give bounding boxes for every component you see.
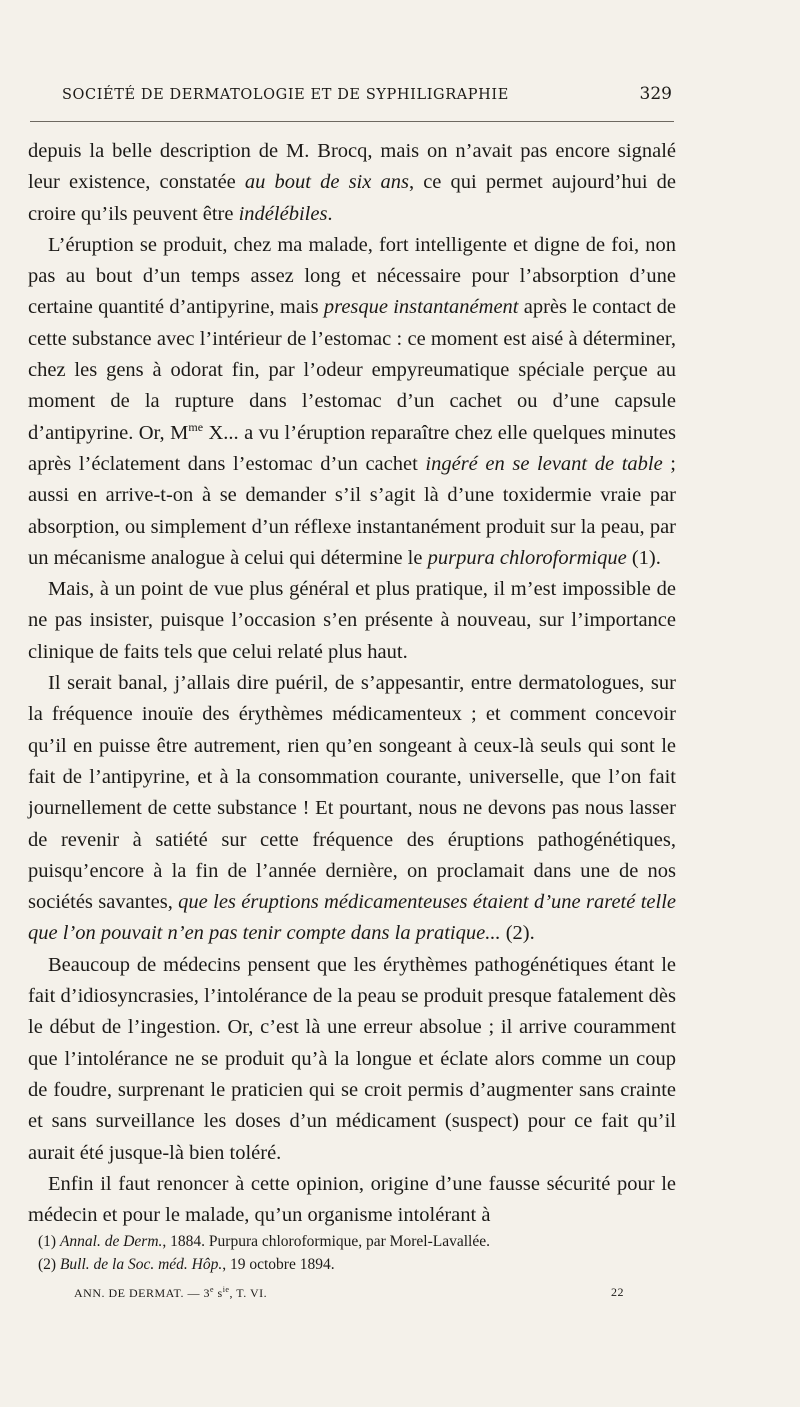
text-run: (2) bbox=[38, 1256, 60, 1273]
italic-text: indélébiles bbox=[238, 202, 328, 225]
italic-text: ingéré en se levant de table bbox=[425, 452, 663, 475]
signature-prefix: ANN. DE DERMAT. — 3 bbox=[74, 1286, 210, 1300]
paragraph bbox=[28, 950, 676, 1169]
footnotes bbox=[38, 1230, 674, 1276]
signature-line bbox=[74, 1285, 267, 1301]
running-header bbox=[62, 84, 672, 104]
text-run: , ce qui permet aujourd’hui de croire qu’ils peuvent être bbox=[28, 171, 676, 225]
signature-mid: s bbox=[214, 1286, 223, 1300]
text-run: après le contact de cette substance avec l’intérieur de l’estomac : ce moment est aisé à déterminer, chez les gens à odorat fin, par l’odeur empyreumatique spéciale perçue au moment de la rupture dans l’estomac d’un cachet ou d’une capsule d’antipyrine. Or, M bbox=[28, 296, 676, 444]
text-run: (1). bbox=[626, 546, 661, 569]
italic-text: Annal. de Derm. bbox=[59, 1233, 163, 1250]
text-run: depuis la belle description de M. Brocq, mais on n’avait pas encore signalé leur existence, constatée bbox=[28, 140, 676, 194]
text-run: ; aussi en arrive-t-on à se demander s’il s’agit là d’une toxidermie vraie par absorption, ou simplement d’un réflexe instantanément produit sur la peau, par un mécanisme analogue à celui qui détermine le bbox=[28, 452, 676, 569]
paragraph bbox=[28, 136, 676, 230]
text-run: (1) bbox=[38, 1233, 60, 1250]
italic-text: purpura chloroformique bbox=[427, 546, 627, 569]
text-run: , 1884. Purpura chloroformique, par Morel-Lavallée. bbox=[162, 1233, 490, 1250]
text-run: , 19 octobre 1894. bbox=[222, 1256, 335, 1273]
footnote bbox=[38, 1230, 674, 1253]
text-run: L’éruption se produit, chez ma malade, fort intelligente et digne de foi, non pas au bout d’un temps assez long et nécessaire pour l’absorption d’une certaine quantité d’antipyrine, mais bbox=[28, 233, 676, 319]
text-run: Mais, à un point de vue plus général et plus pratique, il m’est impossible de ne pas insister, puisque l’occasion s’en présente à nouveau, sur l’importance clinique de faits tels que celui relaté plus haut. bbox=[28, 578, 676, 663]
signature-sup2: ie bbox=[222, 1285, 230, 1294]
running-title: SOCIÉTÉ DE DERMATOLOGIE ET DE SYPHILIGRAPHIE bbox=[62, 87, 509, 103]
signature-suffix: , T. VI. bbox=[229, 1286, 268, 1300]
text-run: (2). bbox=[500, 922, 535, 945]
italic-text: presque instantanément bbox=[323, 296, 519, 319]
header-rule bbox=[30, 121, 674, 122]
page-number: 329 bbox=[639, 84, 672, 104]
footnote bbox=[38, 1253, 674, 1276]
paragraph bbox=[28, 574, 676, 668]
printer-signature bbox=[74, 1285, 624, 1301]
superscript: me bbox=[188, 419, 204, 434]
paragraph bbox=[28, 230, 676, 574]
paragraph bbox=[28, 1169, 676, 1232]
signature-sup: e bbox=[209, 1285, 215, 1294]
text-run: . bbox=[327, 202, 333, 225]
italic-text: Bull. de la Soc. méd. Hôp. bbox=[59, 1256, 223, 1273]
text-run: Il serait banal, j’allais dire puéril, de s’appesantir, entre dermatologues, sur la fréquence inouïe des érythèmes médicamenteux ; et comment concevoir qu’il en puisse être autrement, rien qu’en songeant à ceux-là seuls qui sont le fait de l’antipyrine, et à la consommation courante, universelle, que l’on fait journellement de cette substance ! Et pourtant, nous ne devons pas nous lasser de revenir à satiété sur cette fréquence des éruptions pathogénétiques, puisqu’encore à la fin de l’année dernière, on proclamait dans une de nos sociétés savantes, bbox=[28, 672, 676, 914]
sheet-number: 22 bbox=[611, 1285, 624, 1299]
body-text bbox=[28, 136, 676, 1231]
italic-text: que les éruptions médicamenteuses étaient d’une rareté telle que l’on pouvait n’en pas tenir compte dans la pratique... bbox=[28, 891, 676, 945]
italic-text: au bout de six ans bbox=[244, 171, 409, 194]
text-run: X... a vu l’éruption reparaître chez elle quelques minutes après l’éclatement dans l’estomac d’un cachet bbox=[28, 421, 676, 475]
text-run: Beaucoup de médecins pensent que les érythèmes pathogénétiques étant le fait d’idiosyncrasies, l’intolérance de la peau se produit presque fatalement dès le début de l’ingestion. Or, c’est là une erreur absolue ; il arrive couramment que l’intolérance ne se produit qu’à la longue et éclate alors comme un coup de foudre, surprenant le praticien qui se croit permis d’augmenter sans crainte et sans surveillance les doses d’un médicament (suspect) pour ce fait qu’il aurait été jusque-là bien toléré. bbox=[28, 953, 676, 1164]
text-run: Enfin il faut renoncer à cette opinion, origine d’une fausse sécurité pour le médecin et pour le malade, qu’un organisme intolérant à bbox=[28, 1172, 676, 1227]
paragraph bbox=[28, 668, 676, 950]
